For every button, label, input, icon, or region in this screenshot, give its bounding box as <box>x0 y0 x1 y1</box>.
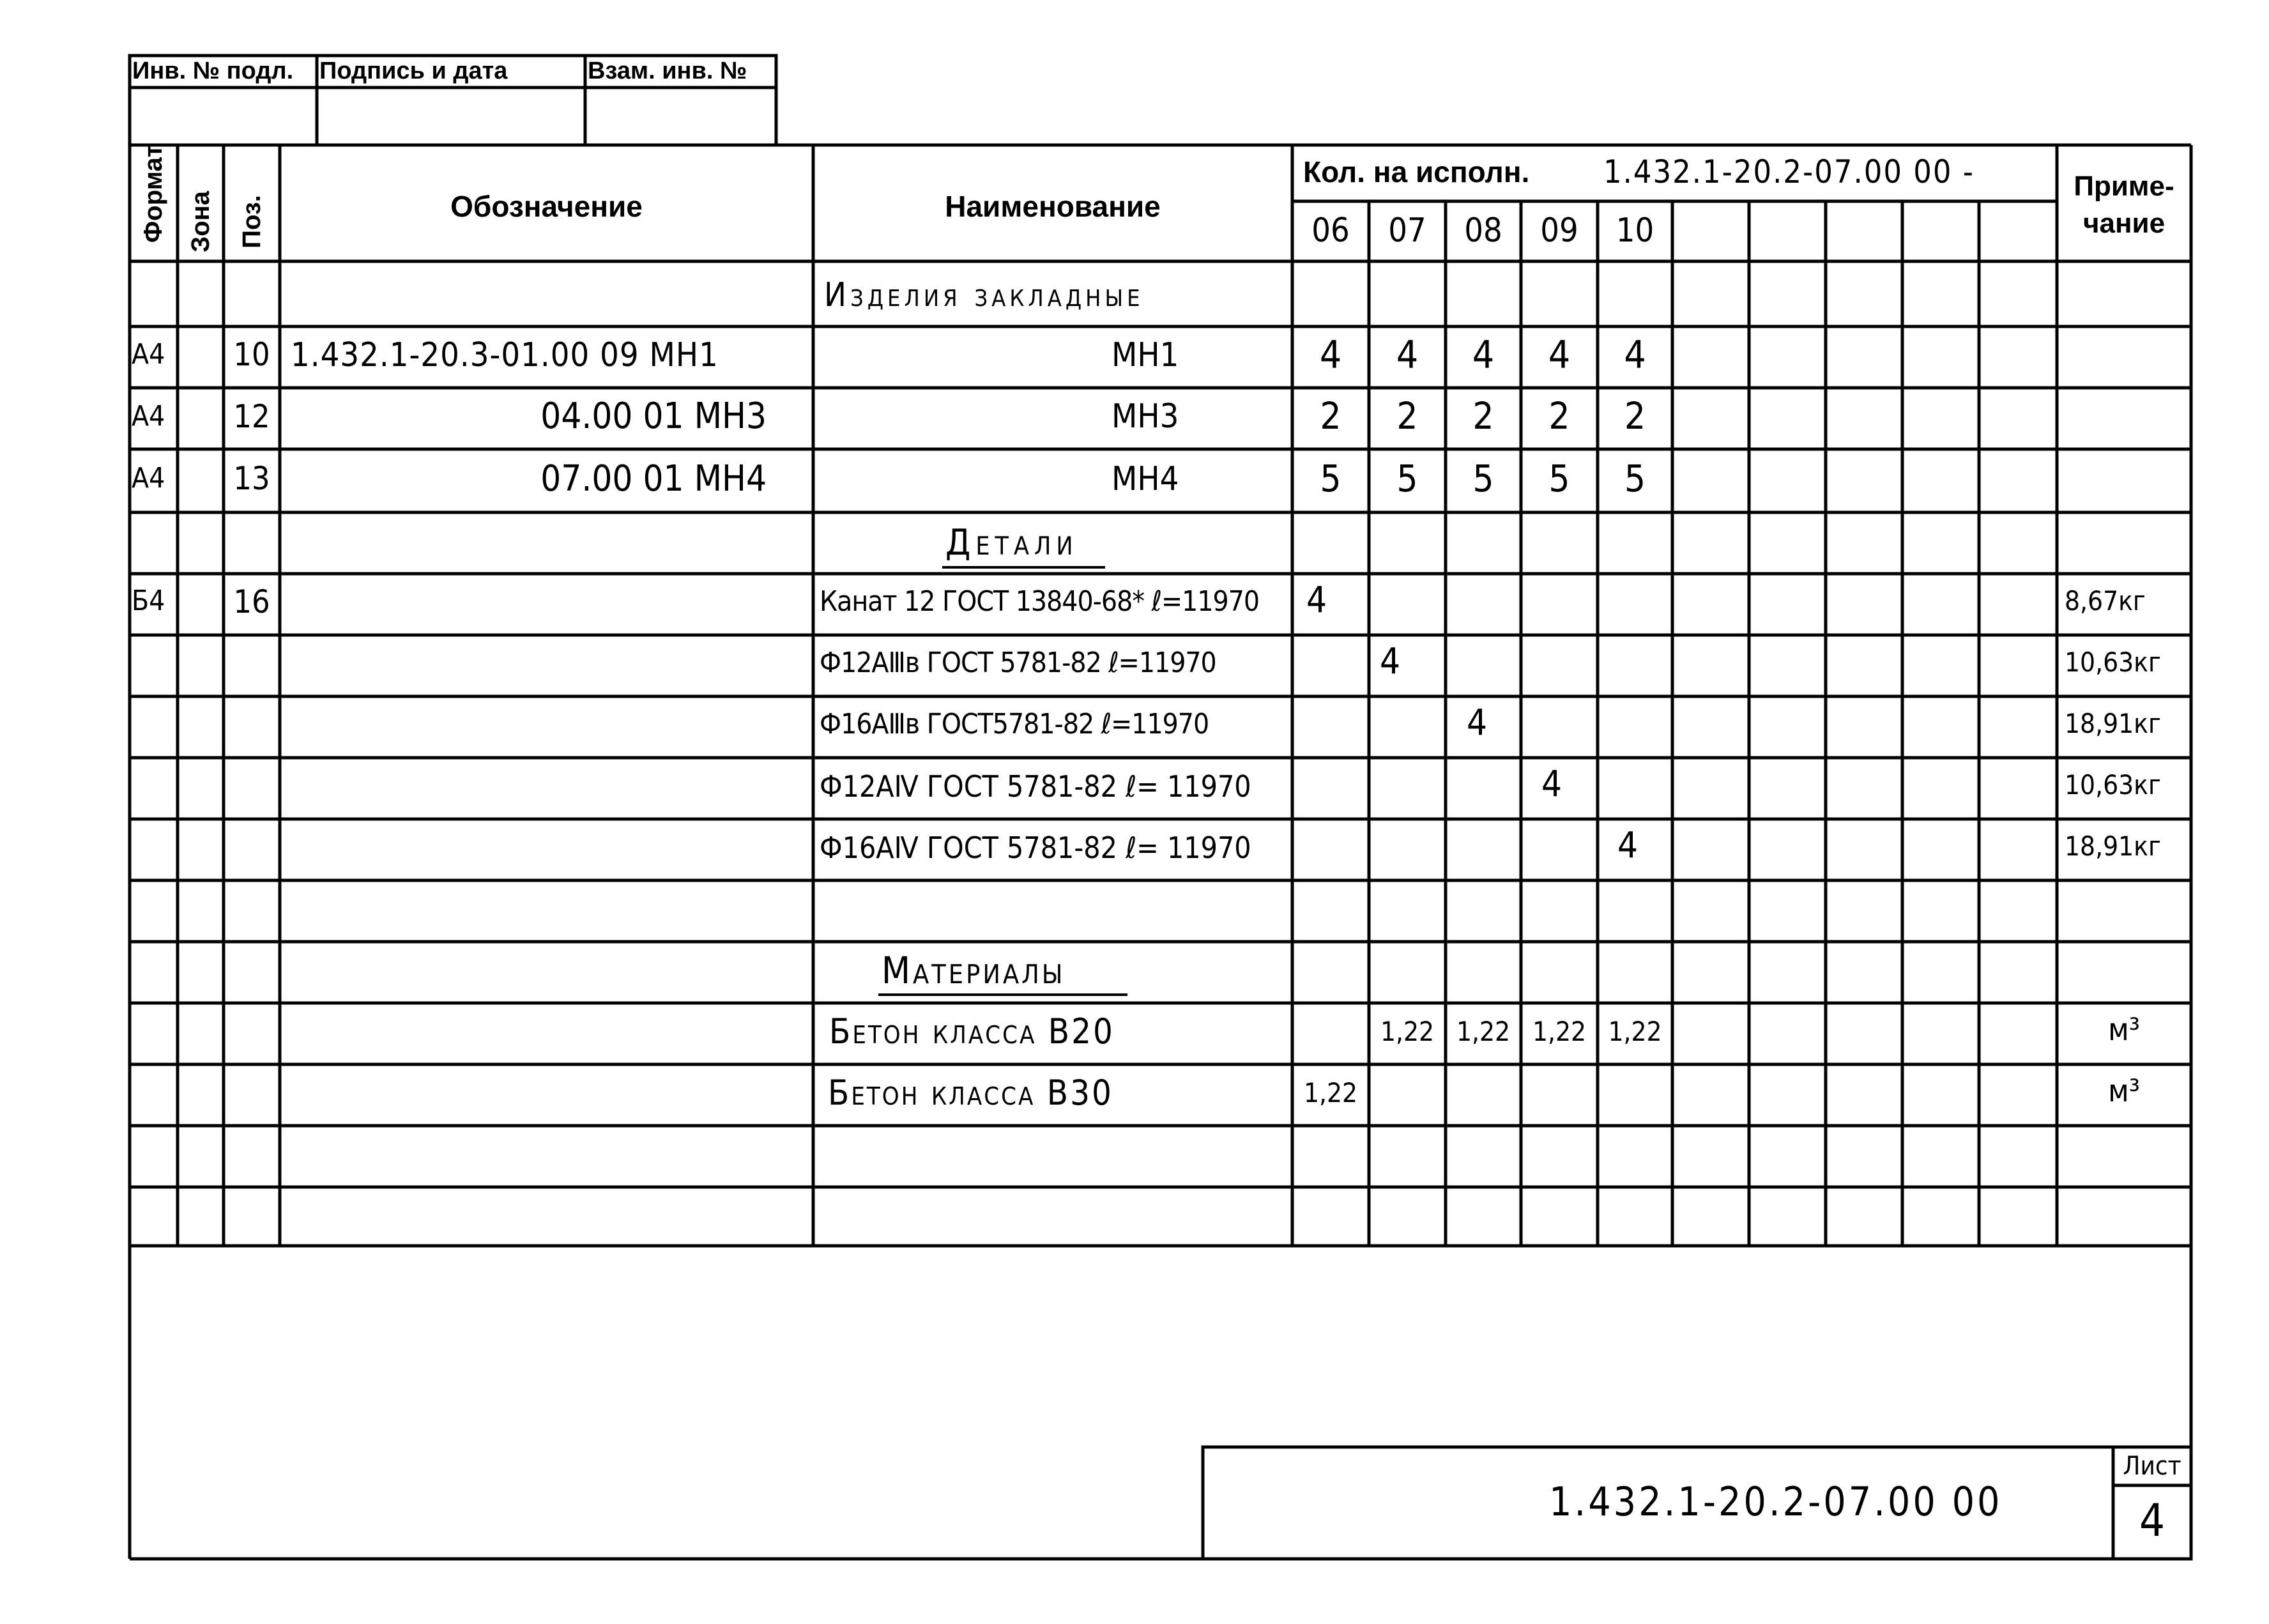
row-5-name: Канат 12 ГОСТ 13840-68* ℓ=11970 <box>820 585 1260 618</box>
row-13-note: м³ <box>2108 1073 2140 1109</box>
row-3-q09: 5 <box>1548 457 1570 500</box>
header-variant-06: 06 <box>1311 211 1350 250</box>
row-2-pos: 12 <box>233 398 270 435</box>
row-12-note: м³ <box>2108 1012 2140 1048</box>
row-12-q10: 1,22 <box>1608 1016 1662 1047</box>
row-3-q10: 5 <box>1624 457 1646 500</box>
header-variant-10: 10 <box>1616 211 1654 250</box>
header-variant-07: 07 <box>1388 211 1426 250</box>
header-pos: Поз. <box>238 195 266 249</box>
row-12-q09: 1,22 <box>1532 1016 1587 1047</box>
header-variant-09: 09 <box>1540 211 1578 250</box>
row-1-q09: 4 <box>1548 333 1571 378</box>
section-title-embedded: Изделия закладные <box>824 276 1144 314</box>
row-5-format: Б4 <box>132 585 165 617</box>
row-2-q09: 2 <box>1548 394 1570 438</box>
row-12-q07: 1,22 <box>1380 1016 1435 1047</box>
row-6-name: Ф12АⅢв ГОСТ 5781-82 ℓ=11970 <box>820 647 1216 679</box>
title-block-sheet-number: 4 <box>2139 1494 2166 1547</box>
row-1-pos: 10 <box>233 336 270 373</box>
row-1-q08: 4 <box>1472 333 1495 378</box>
row-6-note: 10,63кг <box>2065 647 2161 678</box>
row-8-note: 10,63кг <box>2065 769 2161 801</box>
row-7-name: Ф16АⅢв ГОСТ5781-82 ℓ=11970 <box>820 708 1209 740</box>
row-2-format: А4 <box>132 400 165 433</box>
header-note-line1: Приме- <box>2074 171 2174 202</box>
row-9-note: 18,91кг <box>2065 831 2161 862</box>
row-5-pos: 16 <box>233 583 270 620</box>
header-zone: Зона <box>187 191 215 252</box>
title-block-sheet-label: Лист <box>2123 1452 2181 1481</box>
header-name: Наименование <box>945 190 1161 223</box>
row-2-q06: 2 <box>1320 394 1341 438</box>
row-2-q10: 2 <box>1624 394 1646 438</box>
row-1-format: А4 <box>132 338 165 371</box>
row-1-q10: 4 <box>1624 333 1646 378</box>
stamp-signature-date: Подпись и дата <box>319 57 508 84</box>
row-13-q06: 1,22 <box>1303 1077 1358 1108</box>
row-1-q06: 4 <box>1319 333 1342 378</box>
stamp-vzam-inv: Взам. инв. № <box>588 57 747 84</box>
header-designation: Обозначение <box>450 190 643 223</box>
row-2-designation: 04.00 01 МН3 <box>540 395 767 437</box>
row-2-q07: 2 <box>1396 394 1418 438</box>
row-7-q08: 4 <box>1467 702 1488 744</box>
row-9-name: Ф16АⅣ ГОСТ 5781-82 ℓ= 11970 <box>820 831 1251 865</box>
row-9-q10: 4 <box>1617 825 1639 866</box>
row-12-q08: 1,22 <box>1456 1016 1511 1047</box>
row-5-note: 8,67кг <box>2065 585 2146 617</box>
row-6-q07: 4 <box>1380 641 1401 682</box>
row-3-designation: 07.00 01 МН4 <box>540 458 767 500</box>
row-5-q06: 4 <box>1306 579 1327 621</box>
section-title-details: Детали <box>945 522 1078 563</box>
row-3-format: А4 <box>132 462 165 494</box>
header-format: Формат <box>139 144 167 243</box>
header-qty-label: Кол. на исполн. <box>1303 155 1530 188</box>
header-note-line2: чание <box>2082 208 2166 239</box>
row-8-name: Ф12АⅣ ГОСТ 5781-82 ℓ= 11970 <box>820 769 1251 804</box>
row-12-name: Бетон класса В20 <box>829 1011 1115 1052</box>
section-title-materials: Материалы <box>882 949 1066 992</box>
row-1-name: МН1 <box>1112 336 1179 374</box>
header-variant-08: 08 <box>1464 211 1502 250</box>
title-block-document-code: 1.432.1-20.2-07.00 00 <box>1549 1478 2003 1525</box>
row-3-q07: 5 <box>1396 457 1418 500</box>
row-7-note: 18,91кг <box>2065 708 2161 739</box>
row-8-q09: 4 <box>1541 763 1562 805</box>
stamp-inv-podl: Инв. № подл. <box>132 57 294 84</box>
row-13-name: Бетон класса В30 <box>828 1073 1113 1113</box>
row-3-q06: 5 <box>1320 457 1341 500</box>
header-qty-code: 1.432.1-20.2-07.00 00 - <box>1603 153 1975 190</box>
row-2-q08: 2 <box>1472 394 1494 438</box>
row-3-q08: 5 <box>1472 457 1494 500</box>
row-2-name: МН3 <box>1112 397 1179 436</box>
row-1-q07: 4 <box>1396 333 1419 378</box>
row-3-name: МН4 <box>1112 460 1179 498</box>
row-1-designation: 1.432.1-20.3-01.00 09 МН1 <box>291 336 719 374</box>
row-3-pos: 13 <box>233 460 270 497</box>
